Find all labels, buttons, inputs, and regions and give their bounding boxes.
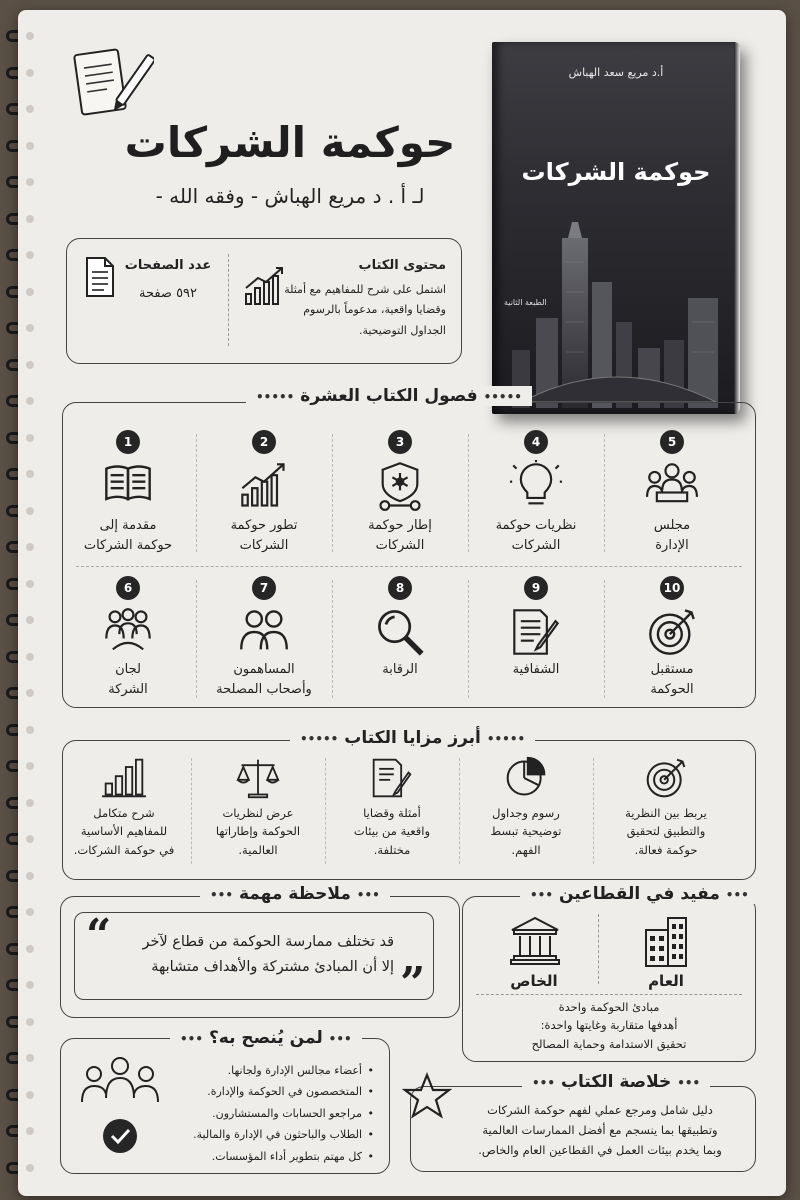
binding-hole bbox=[26, 434, 34, 442]
text-line: وتطبيقها بما ينسجم مع أفضل الممارسات العالمية bbox=[482, 1123, 718, 1138]
chapter-title-line: الإدارة bbox=[655, 538, 689, 554]
star-icon bbox=[402, 1072, 452, 1120]
binding-hole bbox=[26, 324, 34, 332]
private-sector-label: الخاص bbox=[510, 972, 558, 990]
audience-item: • الطلاب والباحثون في الإدارة والمالية. bbox=[178, 1124, 374, 1145]
chapter-number: 10 bbox=[660, 576, 684, 600]
note-text bbox=[120, 930, 394, 981]
chapter-title bbox=[63, 516, 193, 556]
divider bbox=[604, 580, 605, 698]
open-quote-icon: “ bbox=[86, 910, 112, 961]
pages-value: ٥٩٢ صفحة bbox=[138, 286, 198, 301]
book-title: حوكمة الشركات bbox=[521, 158, 711, 186]
board-meeting-icon bbox=[646, 460, 698, 512]
target-icon bbox=[644, 756, 688, 800]
pages-label: عدد الصفحات bbox=[124, 258, 212, 273]
feature-text-line: مختلفة. bbox=[373, 842, 411, 857]
chapter-title bbox=[199, 660, 329, 700]
chapter-title-line: الشركات bbox=[511, 538, 561, 554]
binding-hole bbox=[26, 397, 34, 405]
chapter-title-line: الشركات bbox=[375, 538, 425, 554]
text-line: مبادئ الحوكمة واحدة bbox=[558, 1000, 660, 1014]
binding-hole bbox=[26, 1127, 34, 1135]
chapter-title bbox=[63, 660, 193, 700]
chapter-number: 7 bbox=[252, 576, 276, 600]
binding-hole bbox=[26, 215, 34, 223]
sectors-title: ••• مفيد في القطاعين ••• bbox=[520, 884, 759, 904]
chapter-title bbox=[199, 516, 329, 556]
close-quote-icon: ” bbox=[400, 958, 426, 1009]
binding-hole bbox=[26, 726, 34, 734]
binding-hole bbox=[26, 872, 34, 880]
binding-hole bbox=[26, 288, 34, 296]
feature-text-line: عرض لنظريات bbox=[222, 806, 294, 820]
feature-text-line: العالمية. bbox=[238, 842, 278, 857]
binding-hole bbox=[26, 1164, 34, 1172]
binding-hole bbox=[26, 799, 34, 807]
binding-hole bbox=[26, 981, 34, 989]
binding-hole bbox=[26, 653, 34, 661]
chapter-title-line: لجان bbox=[115, 662, 141, 677]
binding-hole bbox=[26, 142, 34, 150]
binding-hole bbox=[26, 105, 34, 113]
content-label: محتوى الكتاب bbox=[358, 258, 446, 273]
text-line: اشتمل على شرح للمفاهيم مع أمثلة bbox=[284, 283, 446, 296]
notepad-pen-icon bbox=[70, 42, 154, 126]
text-line: إلا أن المبادئ مشتركة والأهداف متشابهة bbox=[151, 959, 394, 976]
divider bbox=[191, 758, 192, 864]
divider bbox=[332, 434, 333, 552]
page-title: حوكمة الشركات bbox=[124, 118, 456, 167]
growth-chart-icon bbox=[238, 460, 290, 512]
divider bbox=[468, 434, 469, 552]
chapter-title-line: الشركة bbox=[108, 682, 148, 698]
divider bbox=[332, 580, 333, 698]
binding-hole bbox=[26, 908, 34, 916]
divider bbox=[468, 580, 469, 698]
text-line: دليل شامل ومرجع عملي لفهم حوكمة الشركات bbox=[487, 1103, 713, 1117]
chapter-title bbox=[607, 516, 737, 556]
chapter-title bbox=[607, 660, 737, 700]
chapter-title-line: مستقبل bbox=[650, 662, 694, 677]
feature-text-line: الفهم. bbox=[511, 842, 541, 857]
chapter-title-line: مقدمة إلى bbox=[99, 518, 157, 533]
text-line: وبما يخدم بيئات العمل في القطاعين العام والخاص. bbox=[478, 1143, 722, 1158]
chapter-title-line: الشركات bbox=[239, 538, 289, 554]
chapter-title bbox=[335, 516, 465, 556]
chapter-number: 9 bbox=[524, 576, 548, 600]
bar-chart-icon bbox=[102, 756, 146, 800]
feature-text bbox=[606, 804, 726, 859]
document-icon bbox=[84, 256, 116, 298]
shield-network-icon bbox=[374, 460, 426, 512]
feature-text-line: في حوكمة الشركات. bbox=[73, 842, 175, 857]
chapter-number: 6 bbox=[116, 576, 140, 600]
chapter-number: 8 bbox=[388, 576, 412, 600]
book-edition: الطبعة الثانية bbox=[504, 298, 547, 307]
chapter-title-line: الحوكمة bbox=[650, 682, 694, 698]
text-line: أهدفها متقاربة وغايتها واحدة: bbox=[540, 1018, 678, 1033]
feature-text-line: حوكمة فعالة. bbox=[634, 842, 698, 857]
binding-hole bbox=[26, 945, 34, 953]
binding-hole bbox=[26, 32, 34, 40]
audience-item: • مراجعو الحسابات والمستشارون. bbox=[178, 1103, 374, 1124]
feature-text-line: الحوكمة وإطاراتها bbox=[215, 824, 301, 839]
binding-hole bbox=[26, 580, 34, 588]
chapter-title-line: المساهمون bbox=[233, 662, 295, 677]
feature-text-line: رسوم وجداول bbox=[492, 806, 560, 820]
chapter-number: 3 bbox=[388, 430, 412, 454]
chapter-number: 4 bbox=[524, 430, 548, 454]
feature-text-line: شرح متكامل bbox=[93, 806, 155, 820]
office-building-icon bbox=[640, 914, 692, 968]
chapter-title-line: تطور حوكمة bbox=[230, 518, 298, 533]
feature-text bbox=[198, 804, 318, 859]
public-sector-label: العام bbox=[648, 972, 684, 990]
divider bbox=[325, 758, 326, 864]
chapter-number: 2 bbox=[252, 430, 276, 454]
lightbulb-icon bbox=[510, 460, 562, 512]
divider bbox=[459, 758, 460, 864]
feature-text-line: للمفاهيم الأساسية bbox=[80, 824, 168, 839]
binding-hole bbox=[26, 178, 34, 186]
feature-text-line: والتطبيق لتحقيق bbox=[626, 824, 706, 839]
binding-hole bbox=[26, 251, 34, 259]
audience-list bbox=[178, 1060, 374, 1167]
audience-title: ••• لمن يُنصح به؟ ••• bbox=[170, 1028, 362, 1048]
document-pen-icon bbox=[510, 606, 562, 658]
feature-text bbox=[64, 804, 184, 859]
book-cover bbox=[492, 42, 740, 414]
binding-hole bbox=[26, 689, 34, 697]
chapter-title-line: مجلس bbox=[653, 518, 691, 533]
binding-hole bbox=[26, 1054, 34, 1062]
binding-hole bbox=[26, 762, 34, 770]
feature-text-line: توضيحية تبسط bbox=[490, 824, 562, 839]
binding-hole bbox=[26, 69, 34, 77]
chapter-title-line: إطار حوكمة bbox=[368, 518, 432, 533]
chapter-number: 5 bbox=[660, 430, 684, 454]
chapter-title bbox=[335, 660, 465, 680]
institution-building-icon bbox=[508, 914, 562, 968]
team-check-icon bbox=[76, 1054, 164, 1162]
binding-hole bbox=[26, 616, 34, 624]
notepad-pen-icon bbox=[370, 756, 414, 800]
book-author: أ.د مريع سعد الهباش bbox=[568, 66, 664, 79]
magnifier-icon bbox=[374, 606, 426, 658]
text-line: الجداول التوضيحية. bbox=[358, 323, 446, 337]
chapter-title-line: الرقابة bbox=[382, 662, 418, 677]
binding-hole bbox=[26, 543, 34, 551]
audience-item: • كل مهتم بتطوير أداء المؤسسات. bbox=[178, 1146, 374, 1167]
people-icon bbox=[238, 606, 290, 658]
feature-text bbox=[332, 804, 452, 859]
pie-chart-icon bbox=[504, 756, 548, 800]
divider bbox=[196, 580, 197, 698]
divider bbox=[604, 434, 605, 552]
binding-hole bbox=[26, 507, 34, 515]
binding-hole bbox=[26, 361, 34, 369]
scales-icon bbox=[236, 756, 280, 800]
chapter-title-line: نظريات حوكمة bbox=[495, 518, 577, 533]
text-line: قد تختلف ممارسة الحوكمة من قطاع لآخر bbox=[142, 934, 394, 950]
chapter-title-line: وأصحاب المصلحة bbox=[216, 682, 312, 698]
note-title: ••• ملاحظة مهمة ••• bbox=[200, 884, 390, 904]
feature-text-line: واقعية من بيئات bbox=[353, 824, 431, 839]
feature-text-line: أمثلة وقضايا bbox=[363, 806, 421, 820]
divider bbox=[593, 758, 594, 864]
chapter-title-line: حوكمة الشركات bbox=[83, 538, 173, 554]
features-title: ••••• أبرز مزايا الكتاب ••••• bbox=[290, 728, 535, 748]
audience-item: • المتخصصون في الحوكمة والإدارة. bbox=[178, 1081, 374, 1102]
feature-text-line: يربط بين النظرية bbox=[625, 806, 707, 820]
divider bbox=[196, 434, 197, 552]
growth-chart-icon bbox=[242, 264, 290, 308]
chapter-title bbox=[471, 516, 601, 556]
chapters-title: ••••• فصول الكتاب العشرة ••••• bbox=[246, 386, 532, 406]
sectors-text bbox=[476, 998, 742, 1053]
committee-icon bbox=[102, 606, 154, 658]
open-book-icon bbox=[102, 460, 154, 512]
summary-title: ••• خلاصة الكتاب ••• bbox=[522, 1072, 710, 1092]
text-line: وقضايا واقعية، مدعوماً بالرسوم bbox=[303, 303, 446, 317]
target-icon bbox=[646, 606, 698, 658]
binding-hole bbox=[26, 470, 34, 478]
binding-hole bbox=[26, 1018, 34, 1026]
chapter-title bbox=[471, 660, 601, 680]
binding-hole bbox=[26, 835, 34, 843]
author-line: لـ أ . د مريع الهباش - وفقه الله - bbox=[155, 184, 425, 208]
binding-hole bbox=[26, 1091, 34, 1099]
audience-item: • أعضاء مجالس الإدارة ولجانها. bbox=[178, 1060, 374, 1081]
chapter-title-line: الشفافية bbox=[512, 662, 560, 677]
chapter-number: 1 bbox=[116, 430, 140, 454]
feature-text bbox=[466, 804, 586, 859]
text-line: تحقيق الاستدامة وحماية المصالح bbox=[531, 1036, 687, 1051]
summary-text bbox=[456, 1100, 744, 1160]
